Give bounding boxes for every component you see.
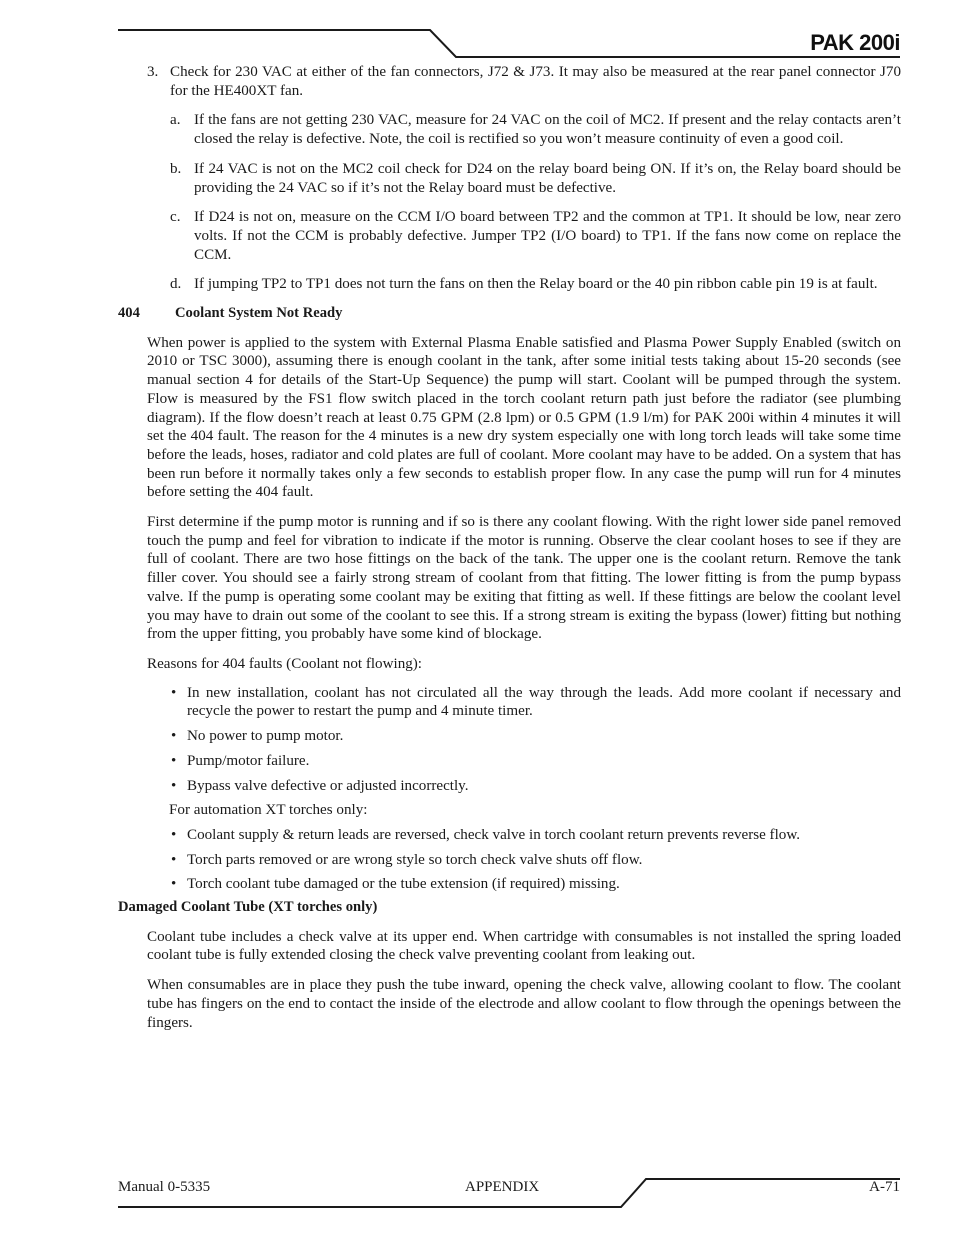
bullet-icon: • — [171, 851, 177, 868]
paragraph: When power is applied to the system with External Plasma Enable satisfied and Plasma Power Supply Enabled (switch on 2010 or TSC 3000), assuming there is enough coolant in the tank, after some initial tests taking about 15-20 seconds (see manual section 4 for details of the Start-Up Sequence) the pump will start. Coolant will be pumped through the system. Flow is measured by the FS1 flow switch placed in the torch coolant return path just before the radiator (see plumbing diagram). If the flow doesn’t reach at least 0.75 GPM (2.8 lpm) or 0.5 GPM (1.9 l/m) for PAK 200i within 4 minutes it will set the 404 fault. The reason for the 4 minutes is a new dry system especially one with long torch leads will take some time before the leads, hoses, radiator and cold plates are full of coolant. More coolant may have to be added. On a system that has been run before it normally takes only a few seconds to establish proper flow. In any case the pump will run for 4 minutes before setting the 404 fault. — [147, 334, 901, 501]
bullet-icon: • — [171, 777, 177, 794]
substep-text: If 24 VAC is not on the MC2 coil check for D24 on the relay board being ON. If it’s on, the Relay board should be providing the 24 VAC so if it’s not the Relay board must be defective. — [194, 160, 901, 196]
bullet-icon: • — [171, 728, 177, 745]
substep-letter: a. — [170, 112, 181, 129]
substep-letter: c. — [170, 209, 181, 226]
footer-section: APPENDIX — [465, 1179, 540, 1195]
page-body — [118, 63, 901, 1032]
paragraph: When consumables are in place they push the tube inward, opening the check valve, allowing coolant to flow. The coolant tube has fingers on the end to contact the inside of the electrode and allow coolant to flow through the openings between the fingers. — [147, 977, 901, 1031]
list-item — [171, 851, 901, 870]
substep-b — [118, 160, 901, 197]
substep-text: If D24 is not on, measure on the CCM I/O board between TP2 and the common at TP1. It should be low, near zero volts. If not the CCM is probably defective. Jumper TP2 (I/O board) to TP1. If the fans now come on replace the CCM. — [194, 209, 901, 263]
substep-a — [118, 111, 901, 148]
substep-text: If jumping TP2 to TP1 does not turn the fans on then the Relay board or the 40 pin ribbon cable pin 19 is at fault. — [194, 276, 878, 293]
list-item — [171, 684, 901, 721]
paragraph: First determine if the pump motor is running and if so is there any coolant flowing. With the right lower side panel removed touch the pump and feel for vibration to indicate if the motor is running. Observe the clear coolant hoses to see if they are full of coolant. There are two hose fittings on the back of the tank. The upper one is the coolant return. Remove the tank filler cover. You should see a fairly strong stream of coolant from that fitting. The lower fitting is from the pump bypass valve. If the pump is operating some coolant may be exiting that fitting as well. If these fittings are below the coolant level you may have to drain out some of the coolant to see this. If a strong stream is exiting the bypass (lower) fitting but nothing from the upper fitting, you probably have some kind of blockage. — [147, 514, 901, 643]
step-text: Check for 230 VAC at either of the fan connectors, J72 & J73. It may also be measured at the rear panel connector J70 for the HE400XT fan. — [170, 64, 901, 99]
section-heading-404 — [118, 304, 901, 323]
list-item — [171, 777, 901, 796]
automation-intro: For automation XT torches only: — [169, 802, 368, 819]
bullet-icon: • — [171, 826, 177, 843]
paragraph: Coolant tube includes a check valve at its upper end. When cartridge with consumables is not installed the spring loaded coolant tube is fully extended closing the check valve preventing coolant from leaking out. — [147, 928, 901, 964]
step-3 — [118, 63, 901, 100]
list-item — [171, 727, 901, 746]
bullet-icon: • — [171, 684, 177, 701]
list-item-text: Torch coolant tube damaged or the tube extension (if required) missing. — [187, 876, 620, 893]
list-item-text: No power to pump motor. — [187, 728, 344, 745]
list-item — [171, 752, 901, 771]
list-item — [171, 875, 901, 894]
list-item-text: Pump/motor failure. — [187, 752, 310, 769]
list-item-text: In new installation, coolant has not circulated all the way through the leads. Add more coolant if necessary and recycle the power to restart the pump and 4 minute timer. — [187, 684, 901, 720]
bullet-icon: • — [171, 752, 177, 769]
step-number: 3. — [147, 64, 159, 80]
substep-d — [118, 275, 901, 294]
damaged-tube-heading: Damaged Coolant Tube (XT torches only) — [118, 899, 378, 916]
list-item-text: Bypass valve defective or adjusted incorrectly. — [187, 777, 469, 794]
substep-c — [118, 208, 901, 264]
footer-manual: Manual 0-5335 — [118, 1179, 211, 1195]
substep-letter: d. — [170, 276, 182, 293]
substep-letter: b. — [170, 160, 182, 177]
header-rule — [118, 30, 900, 57]
list-item — [171, 826, 901, 845]
list-item-text: Coolant supply & return leads are reversed, check valve in torch coolant return prevents reverse flow. — [187, 826, 801, 843]
reasons-list — [118, 684, 901, 796]
list-item-text: Torch parts removed or are wrong style so torch check valve shuts off flow. — [187, 851, 643, 868]
footer-page-number: A-71 — [869, 1179, 900, 1195]
substep-text: If the fans are not getting 230 VAC, measure for 24 VAC on the coil of MC2. If present and the relay contacts aren’t closed the relay is defective. Note, the coil is rectified so you won’t measure continuity of even a good coil. — [194, 112, 901, 148]
reasons-intro: Reasons for 404 faults (Coolant not flowing): — [147, 655, 423, 672]
fault-code: 404 — [118, 305, 140, 322]
bullet-icon: • — [171, 876, 177, 893]
section-title: Coolant System Not Ready — [175, 305, 343, 322]
automation-list — [118, 826, 901, 894]
header-title: PAK 200i — [810, 30, 900, 55]
